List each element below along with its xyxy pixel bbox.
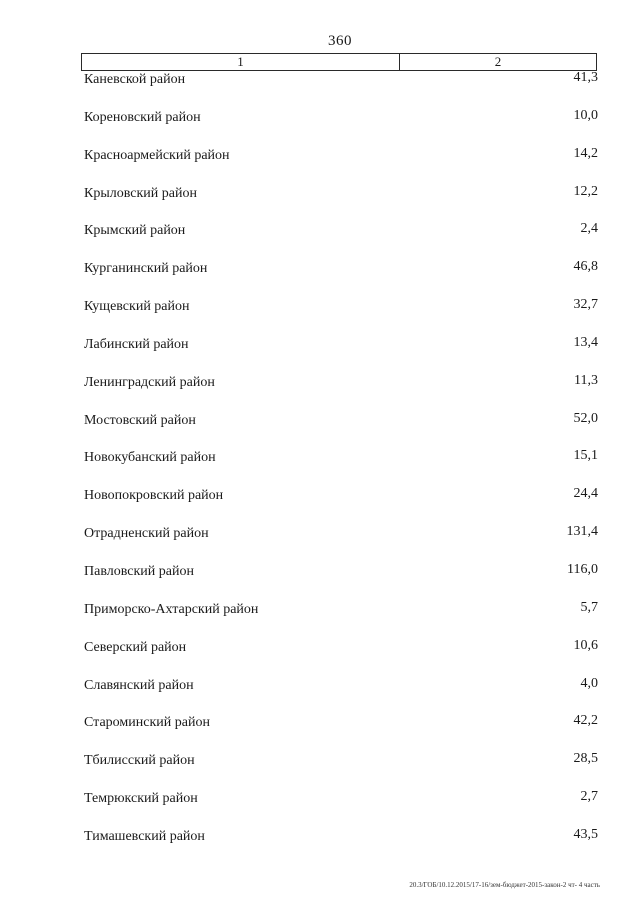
table-row: [84, 676, 598, 714]
table-row: [84, 146, 598, 184]
district-name: Крыловский район: [84, 185, 197, 201]
district-name: Новопокровский район: [84, 488, 224, 504]
district-value: 32,7: [573, 297, 598, 313]
table-row: [84, 335, 598, 373]
table-row: [84, 259, 598, 297]
document-footer: 20.3/ГОБ/10.12.2015/17-16/зем-бюджет-2015-закон-2 чт- 4 часть: [409, 881, 600, 889]
table-row: [84, 562, 598, 600]
district-value: 43,5: [573, 826, 598, 842]
district-value: 42,2: [573, 713, 598, 729]
district-value: 131,4: [566, 524, 598, 540]
district-value: 14,2: [573, 145, 598, 161]
table-row: [84, 789, 598, 827]
table-row: [84, 448, 598, 486]
district-value: 24,4: [573, 486, 598, 502]
district-name: Северский район: [84, 639, 187, 655]
district-value: 5,7: [580, 599, 598, 615]
district-value: 41,3: [573, 70, 598, 85]
district-name: Староминский район: [84, 715, 210, 731]
district-name: Ленинградский район: [84, 374, 215, 390]
district-name: Кущевский район: [84, 299, 190, 315]
column-header-1: 1: [82, 54, 400, 70]
district-value: 46,8: [573, 259, 598, 275]
district-name: Новокубанский район: [84, 450, 216, 466]
district-value: 10,0: [573, 107, 598, 123]
table-row: [84, 221, 598, 259]
table-row: [84, 297, 598, 335]
table-row: [84, 524, 598, 562]
table-row: [84, 827, 598, 865]
district-value: 2,7: [580, 789, 598, 805]
page-number: 360: [328, 33, 352, 49]
district-value: 12,2: [573, 183, 598, 199]
district-value: 15,1: [573, 448, 598, 464]
district-value: 52,0: [573, 410, 598, 426]
district-name: Лабинский район: [84, 336, 189, 352]
table-row: [84, 373, 598, 411]
table-row: [84, 751, 598, 789]
district-name: Курганинский район: [84, 261, 208, 277]
table-row: [84, 184, 598, 222]
district-name: Кореновский район: [84, 109, 201, 125]
table-row: [84, 108, 598, 146]
district-name: Приморско-Ахтарский район: [84, 601, 259, 617]
district-name: Тбилисский район: [84, 753, 195, 769]
district-value: 2,4: [580, 221, 598, 237]
district-value: 28,5: [573, 751, 598, 767]
table-row: [84, 638, 598, 676]
district-name: Темрюкский район: [84, 791, 198, 807]
district-name: Славянский район: [84, 677, 194, 693]
column-header-2: 2: [494, 54, 502, 69]
table-row: [84, 600, 598, 638]
table-body: [84, 70, 598, 865]
district-name: Красноармейский район: [84, 147, 230, 163]
district-value: 4,0: [580, 675, 598, 691]
district-name: Павловский район: [84, 563, 194, 579]
table-header: [81, 53, 597, 71]
table-row: [84, 486, 598, 524]
table-row: [84, 70, 598, 108]
district-name: Тимашевский район: [84, 828, 205, 844]
table-row: [84, 713, 598, 751]
table-row: [84, 411, 598, 449]
district-name: Отрадненский район: [84, 526, 209, 542]
district-value: 11,3: [574, 372, 598, 388]
district-value: 13,4: [573, 334, 598, 350]
district-name: Каневской район: [84, 72, 186, 87]
district-name: Крымский район: [84, 223, 186, 239]
district-value: 10,6: [573, 637, 598, 653]
district-value: 116,0: [567, 561, 598, 577]
district-name: Мостовский район: [84, 412, 196, 428]
